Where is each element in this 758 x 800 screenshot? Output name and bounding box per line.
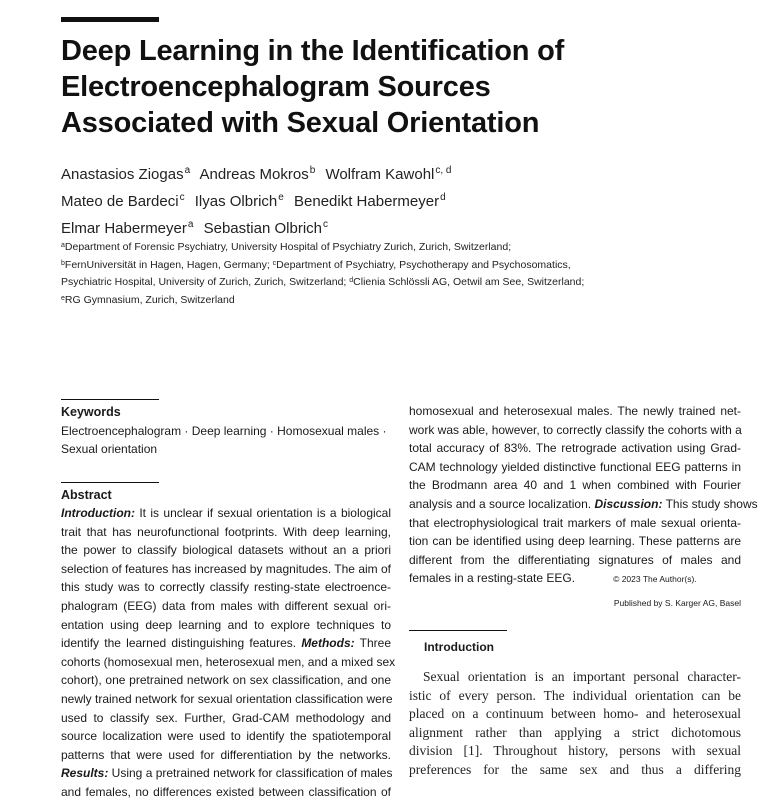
header-rule — [61, 17, 159, 22]
title-line: Electroencephalogram Sources — [61, 71, 491, 103]
affiliation-line: $^a$Department of Forensic Psychiatry, University Hospital of Psychiatry Zurich, Zurich, Switzerland; — [61, 241, 512, 253]
author: Elmar Habermeyer$^a$ — [61, 219, 194, 237]
title-line: Associated with Sexual Orientation — [61, 107, 540, 139]
abstract-heading: Abstract — [61, 488, 112, 502]
affiliation-line: $^b$FernUniversität in Hagen, Hagen, Germany; $^c$Department of Psychiatry, Psychotherapy and Psychosomatics, — [61, 258, 571, 271]
keywords-text: Electroencephalogram · Deep learning · Homosexual males · Sexual orientation — [61, 424, 387, 456]
abstract-right-column: homosexual and heterosexual males. The newly trained net- work was able, however, to correctly classify the cohorts with a total accuracy of 83%. The retrograde activation using Grad- CAM technology yielded distinctive functional EEG patterns in the Brodmann area 40 and 1 when combined with Fourier analysis and a source localization. Discussion: This study shows that electrophysiological trait markers of male sexual orienta- tion can be identified using deep learning. These patterns are different from the differentiating signatures of males and females in a resting-state EEG. © 2023 The Author(s). — [409, 404, 758, 586]
title-line: Deep Learning in the Identification of — [61, 35, 565, 67]
affiliation-line: $^e$RG Gymnasium, Zurich, Switzerland — [61, 293, 235, 306]
keywords-rule — [61, 399, 159, 400]
author: Andreas Mokros$^b$ — [199, 165, 316, 183]
abstract-rule — [61, 482, 159, 483]
author: Sebastian Olbrich$^c$ — [203, 219, 329, 237]
keywords-heading: Keywords — [61, 405, 121, 419]
paper-title — [61, 33, 701, 141]
author: Benedikt Habermeyer$^d$ — [294, 192, 446, 210]
author-list — [61, 159, 458, 240]
affiliations — [61, 238, 621, 308]
author: Ilyas Olbrich$^e$ — [194, 192, 284, 210]
introduction-body: Sexual orientation is an important personal character- istic of every person. The individual orientation can be placed on a continuum between homo- and heterosexual alignment rather than applying a strict dichotomous division [1]. Throughout history, persons with sexual preferences for the same sex and thus a differing — [409, 669, 741, 777]
copyright-notice: © 2023 The Author(s). — [613, 574, 697, 585]
author: Anastasios Ziogas$^a$ — [61, 165, 191, 183]
author: Wolfram Kawohl$^{c, d}$ — [325, 165, 452, 183]
introduction-heading: Introduction — [424, 640, 494, 654]
author: Mateo de Bardeci$^c$ — [61, 192, 185, 210]
affiliation-line: Psychiatric Hospital, University of Zurich, Zurich, Switzerland; $^d$Clienia Schlössli AG, Oetwil am See, Switzerland; — [61, 276, 585, 288]
publisher-notice: Published by S. Karger AG, Basel — [613, 598, 741, 608]
intro-rule — [409, 630, 507, 631]
abstract-left-column: Introduction: It is unclear if sexual orientation is a biological trait that has neurofunctional footprints. With deep learning, the power to classify biological datasets without an a priori selection of features has increased by magnitudes. The aim of this study was to correctly classify resting-state electroence- phalogram (EEG) data from males with different sexual ori- entation using deep learning and to explore techniques to identify the learned distinguishing features. Methods: Three cohorts (homosexual men, heterosexual men, and a mixed sex cohort), one pretrained network on sex classification, and one newly trained network for sexual orientation classification were used to classify sex. Further, Grad-CAM methodology and source localization were used to identify the spatiotemporal patterns that were used for differentiation by the networks. Results: Using a pretrained network for classification of males and females, no differences existed between classification of — [61, 506, 396, 799]
